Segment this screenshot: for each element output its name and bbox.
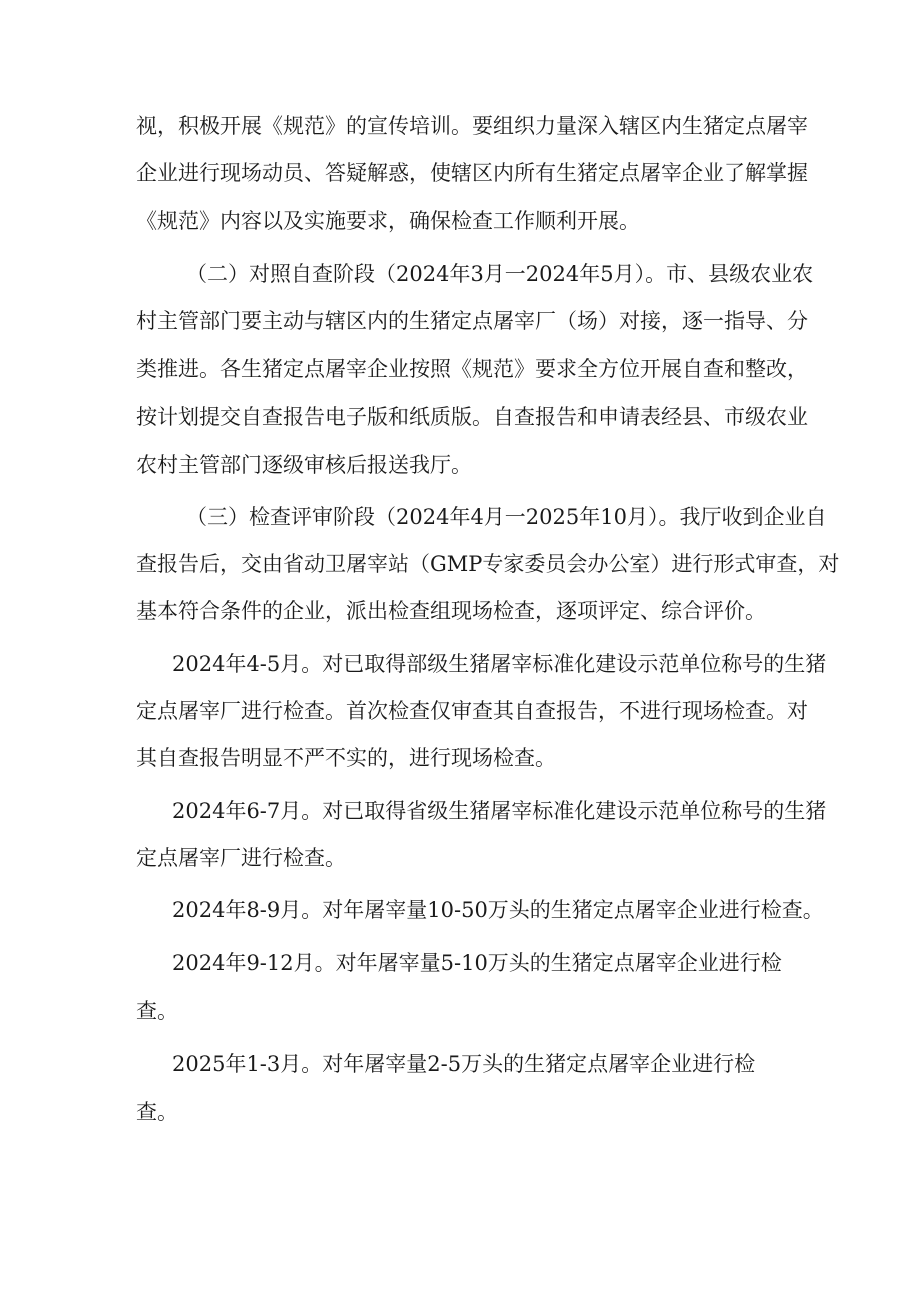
paragraph-5-line-1: 2024年6-7月。对已取得省级生猪屠宰标准化建设示范单位称号的生猪 — [172, 799, 827, 823]
paragraph-1-line-3: 《规范》内容以及实施要求，确保检查工作顺利开展。 — [136, 209, 640, 233]
paragraph-8-line-2: 查。 — [136, 1100, 178, 1124]
paragraph-2-line-4: 按计划提交自查报告电子版和纸质版。自查报告和申请表经县、市级农业 — [136, 405, 808, 429]
paragraph-7-line-2: 查。 — [136, 999, 178, 1023]
paragraph-4-line-3: 其自查报告明显不严不实的，进行现场检查。 — [136, 746, 556, 770]
paragraph-2-line-2: 村主管部门要主动与辖区内的生猪定点屠宰厂（场）对接，逐一指导、分 — [136, 309, 808, 333]
paragraph-3-line-1: （三）检查评审阶段（2024年4月一2025年10月）。我厅收到企业自 — [186, 505, 827, 529]
paragraph-1-line-1: 视，积极开展《规范》的宣传培训。要组织力量深入辖区内生猪定点屠宰 — [136, 114, 808, 138]
paragraph-2-line-1: （二）对照自查阶段（2024年3月一2024年5月）。市、县级农业农 — [186, 262, 814, 286]
paragraph-6-line-1: 2024年8-9月。对年屠宰量10-50万头的生猪定点屠宰企业进行检查。 — [172, 898, 824, 922]
paragraph-2-line-5: 农村主管部门逐级审核后报送我厅。 — [136, 453, 472, 477]
paragraph-3-line-3: 基本符合条件的企业，派出检查组现场检查，逐项评定、综合评价。 — [136, 599, 766, 623]
paragraph-7-line-1: 2024年9-12月。对年屠宰量5-10万头的生猪定点屠宰企业进行检 — [172, 951, 782, 975]
paragraph-1-line-2: 企业进行现场动员、答疑解惑，使辖区内所有生猪定点屠宰企业了解掌握 — [136, 161, 808, 185]
paragraph-4-line-2: 定点屠宰厂进行检查。首次检查仅审查其自查报告，不进行现场检查。对 — [136, 699, 808, 723]
paragraph-5-line-2: 定点屠宰厂进行检查。 — [136, 846, 346, 870]
paragraph-3-line-2: 查报告后，交由省动卫屠宰站（GMP专家委员会办公室）进行形式审查，对 — [136, 552, 840, 576]
paragraph-4-line-1: 2024年4-5月。对已取得部级生猪屠宰标准化建设示范单位称号的生猪 — [172, 652, 827, 676]
paragraph-2-line-3: 类推进。各生猪定点屠宰企业按照《规范》要求全方位开展自查和整改， — [136, 357, 808, 381]
paragraph-8-line-1: 2025年1-3月。对年屠宰量2-5万头的生猪定点屠宰企业进行检 — [172, 1052, 756, 1076]
